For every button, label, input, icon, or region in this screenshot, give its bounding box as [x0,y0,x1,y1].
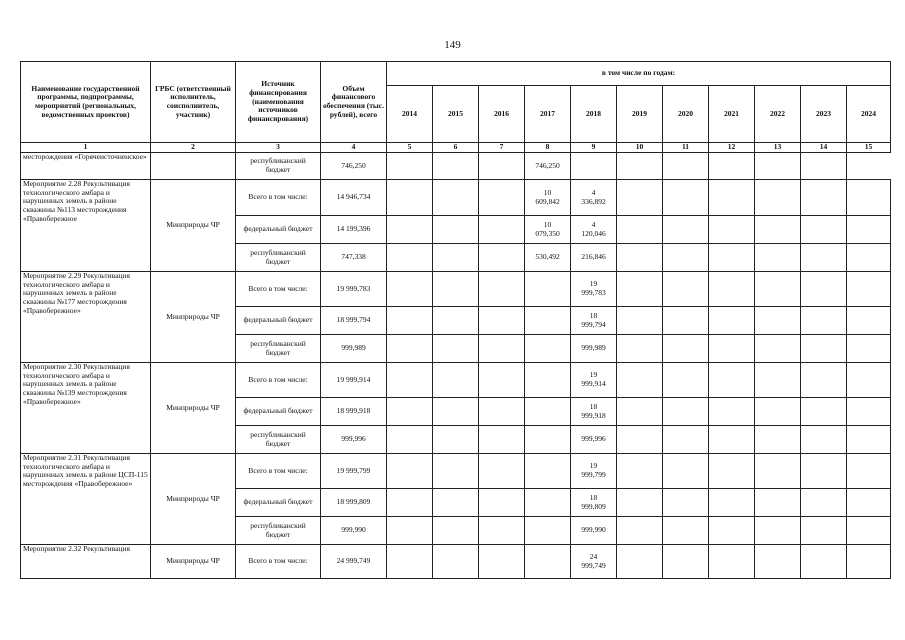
total-cell: 747,338 [321,244,387,272]
year-2018-cell: 216,846 [571,244,617,272]
year-2017-cell: 746,250 [525,153,571,180]
grbs-cell: Минприроды ЧР [151,180,236,272]
source-cell: республиканский бюджет [236,153,321,180]
column-index: 10 [617,143,663,153]
column-index: 11 [663,143,709,153]
year-2017-cell: 530,492 [525,244,571,272]
total-cell: 999,990 [321,517,387,545]
column-index: 6 [433,143,479,153]
column-index: 5 [387,143,433,153]
total-cell: 14 946,734 [321,180,387,216]
year-2018-cell: 19 999,783 [571,272,617,307]
table-row [21,363,891,398]
header-year: 2020 [663,86,709,143]
page-number: 149 [444,39,461,51]
year-2018-cell: 4 336,892 [571,180,617,216]
year-2018-cell: 18 999,794 [571,307,617,335]
total-cell: 999,996 [321,426,387,454]
measure-name: Мероприятие 2.32 Рекультивация [21,545,151,579]
column-index: 14 [801,143,847,153]
source-cell: республиканский бюджет [236,517,321,545]
total-cell: 18 999,809 [321,489,387,517]
year-2018-cell: 18 999,809 [571,489,617,517]
grbs-cell: Минприроды ЧР [151,272,236,363]
source-cell: Всего в том числе: [236,363,321,398]
table-row [21,180,891,216]
year-2017-cell [525,363,571,398]
column-index: 8 [525,143,571,153]
year-2018-cell: 19 999,799 [571,454,617,489]
header-year: 2022 [755,86,801,143]
source-cell: федеральный бюджет [236,489,321,517]
total-cell: 24 999,749 [321,545,387,579]
column-index: 12 [709,143,755,153]
source-cell: федеральный бюджет [236,398,321,426]
header-year: 2017 [525,86,571,143]
measure-name: Мероприятие 2.28 Рекультивация технологического амбара и нарушенных земель в районе скважины №113 месторождения «Правобережное [21,180,151,272]
total-cell: 18 999,918 [321,398,387,426]
column-index: 1 [21,143,151,153]
grbs-cell: Минприроды ЧР [151,363,236,454]
year-2017-cell [525,517,571,545]
year-2017-cell [525,426,571,454]
year-2017-cell [525,489,571,517]
year-2017-cell [525,335,571,363]
year-2018-cell: 999,996 [571,426,617,454]
year-2018-cell: 24 999,749 [571,545,617,579]
year-2017-cell [525,454,571,489]
year-2017-cell [525,398,571,426]
header-total: Объем финансового обеспечения (тыс. рублей), всего [321,62,387,143]
year-2018-cell: 999,990 [571,517,617,545]
header-year: 2016 [479,86,525,143]
total-cell: 18 999,794 [321,307,387,335]
source-cell: федеральный бюджет [236,216,321,244]
table-row [21,272,891,307]
year-2017-cell [525,545,571,579]
year-2018-cell: 4 120,046 [571,216,617,244]
source-cell: Всего в том числе: [236,272,321,307]
total-cell: 19 999,914 [321,363,387,398]
year-2018-cell: 999,989 [571,335,617,363]
column-index: 15 [847,143,891,153]
total-cell: 14 199,396 [321,216,387,244]
table-row [21,153,891,180]
header-name: Наименование государственной программы, подпрограммы, мероприятий (региональных, ведомственных проектов) [21,62,151,143]
measure-name: Мероприятие 2.31 Рекультивация технологического амбара и нарушенных земель в районе ЦСП-115 месторождения «Правобережное» [21,454,151,545]
financing-table [20,61,891,579]
measure-name: Мероприятие 2.30 Рекультивация технологического амбара и нарушенных земель в районе скважины №139 месторождения «Правобережное» [21,363,151,454]
header-year: 2023 [801,86,847,143]
year-2018-cell: 18 999,918 [571,398,617,426]
total-cell: 19 999,799 [321,454,387,489]
column-index: 4 [321,143,387,153]
header-grbs: ГРБС (ответственный исполнитель, соисполнитель, участник) [151,62,236,143]
total-cell: 19 999,783 [321,272,387,307]
source-cell: Всего в том числе: [236,454,321,489]
measure-name: Мероприятие 2.29 Рекультивация технологического амбара и нарушенных земель в районе скважины №177 месторождения «Правобережное» [21,272,151,363]
source-cell: республиканский бюджет [236,426,321,454]
total-cell: 999,989 [321,335,387,363]
header-year: 2015 [433,86,479,143]
grbs-cell: Минприроды ЧР [151,454,236,545]
header-year: 2024 [847,86,891,143]
header-year: 2021 [709,86,755,143]
year-2018-cell [571,153,617,180]
header-year: 2014 [387,86,433,143]
header-years-group: в том числе по годам: [387,62,891,86]
year-2018-cell: 19 999,914 [571,363,617,398]
column-index: 7 [479,143,525,153]
source-cell: республиканский бюджет [236,335,321,363]
column-index: 9 [571,143,617,153]
table-row [21,545,891,579]
grbs-cell: Минприроды ЧР [151,545,236,579]
source-cell: федеральный бюджет [236,307,321,335]
source-cell: Всего в том числе: [236,180,321,216]
year-2017-cell: 10 609,842 [525,180,571,216]
table-row [21,454,891,489]
header-source: Источник финансирования (наименования источников финансирования) [236,62,321,143]
source-cell: республиканский бюджет [236,244,321,272]
grbs-cell [151,153,236,180]
measure-name: месторождения «Горячеисточненское» [21,153,151,180]
source-cell: Всего в том числе: [236,545,321,579]
header-year: 2018 [571,86,617,143]
column-index: 3 [236,143,321,153]
year-2017-cell: 10 079,350 [525,216,571,244]
header-year: 2019 [617,86,663,143]
year-2017-cell [525,272,571,307]
total-cell: 746,250 [321,153,387,180]
column-index: 13 [755,143,801,153]
column-index: 2 [151,143,236,153]
year-2017-cell [525,307,571,335]
